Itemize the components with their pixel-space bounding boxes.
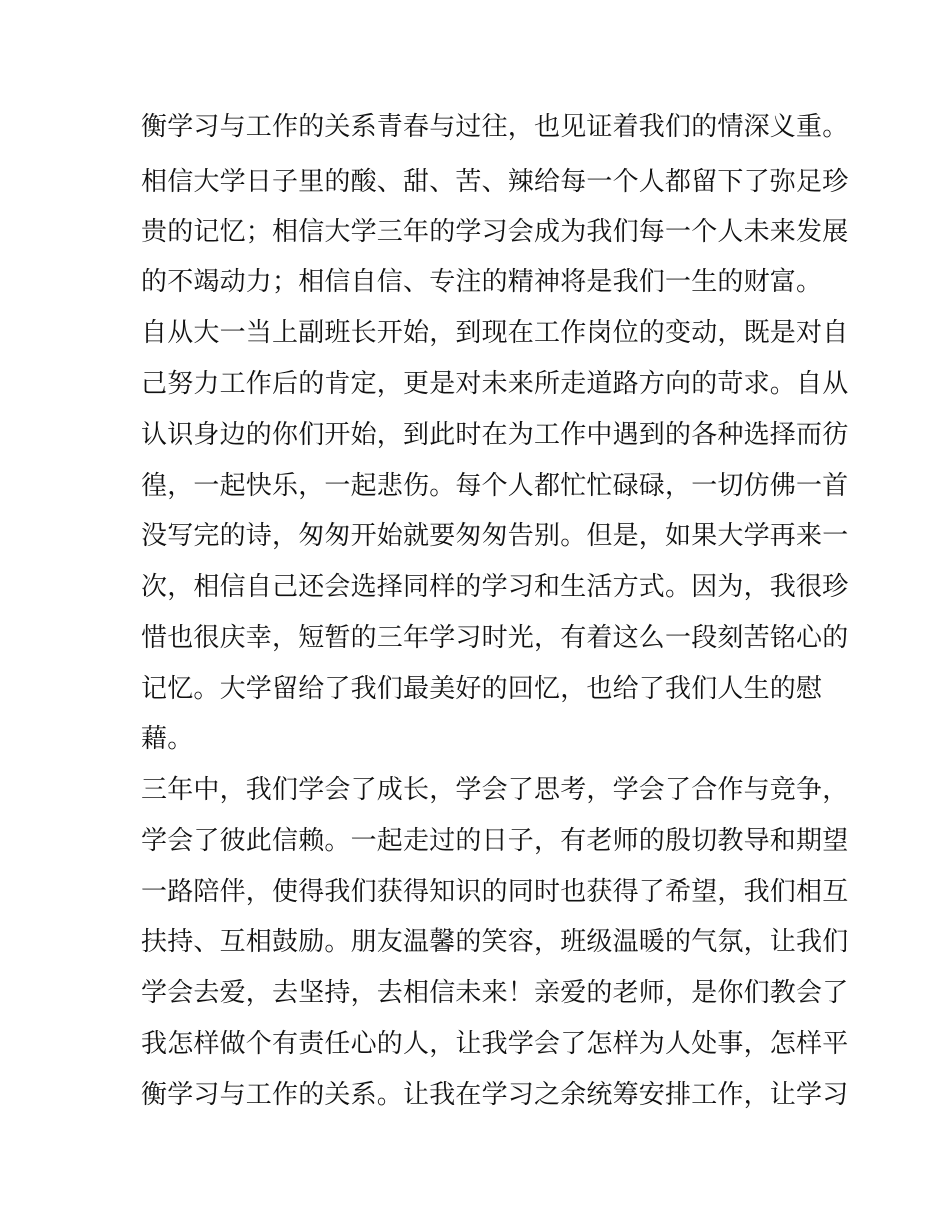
text-line: 的不竭动力；相信自信、专注的精神将是我们一生的财富。 [141,267,823,297]
text-line: 记忆。大学留给了我们最美好的回忆，也给了我们人生的慰 [141,674,823,704]
text-line: 我怎样做个有责任心的人，让我学会了怎样为人处事，怎样平 [141,1029,849,1059]
text-line: 藉。 [141,724,194,754]
text-line: 相信大学日子里的酸、甜、苦、辣给每一个人都留下了弥足珍 [141,167,849,197]
text-line: 没写完的诗，匆匆开始就要匆匆告别。但是，如果大学再来一 [141,521,849,551]
text-line: 徨，一起快乐，一起悲伤。每个人都忙忙碌碌，一切仿佛一首 [141,471,849,501]
text-line: 自从大一当上副班长开始，到现在工作岗位的变动，既是对自 [141,318,849,348]
text-line: 一路陪伴，使得我们获得知识的同时也获得了希望，我们相互 [141,877,849,907]
text-line: 认识身边的你们开始，到此时在为工作中遇到的各种选择而彷 [141,420,849,450]
text-line: 衡学习与工作的关系。让我在学习之余统筹安排工作，让学习 [141,1080,849,1110]
text-line: 衡学习与工作的关系青春与过往，也见证着我们的情深义重。 [141,112,849,142]
text-line: 三年中，我们学会了成长，学会了思考，学会了合作与竞争， [141,775,849,805]
text-line: 惜也很庆幸，短暂的三年学习时光，有着这么一段刻苦铭心的 [141,623,849,653]
text-line: 己努力工作后的肯定，更是对未来所走道路方向的苛求。自从 [141,369,849,399]
text-line: 学会去爱，去坚持，去相信未来！亲爱的老师，是你们教会了 [141,978,849,1008]
text-line: 学会了彼此信赖。一起走过的日子，有老师的殷切教导和期望 [141,826,849,856]
text-line: 次，相信自己还会选择同样的学习和生活方式。因为，我很珍 [141,572,849,602]
text-line: 扶持、互相鼓励。朋友温馨的笑容，班级温暖的气氛，让我们 [141,927,849,957]
text-line: 贵的记忆；相信大学三年的学习会成为我们每一个人未来发展 [141,217,849,247]
